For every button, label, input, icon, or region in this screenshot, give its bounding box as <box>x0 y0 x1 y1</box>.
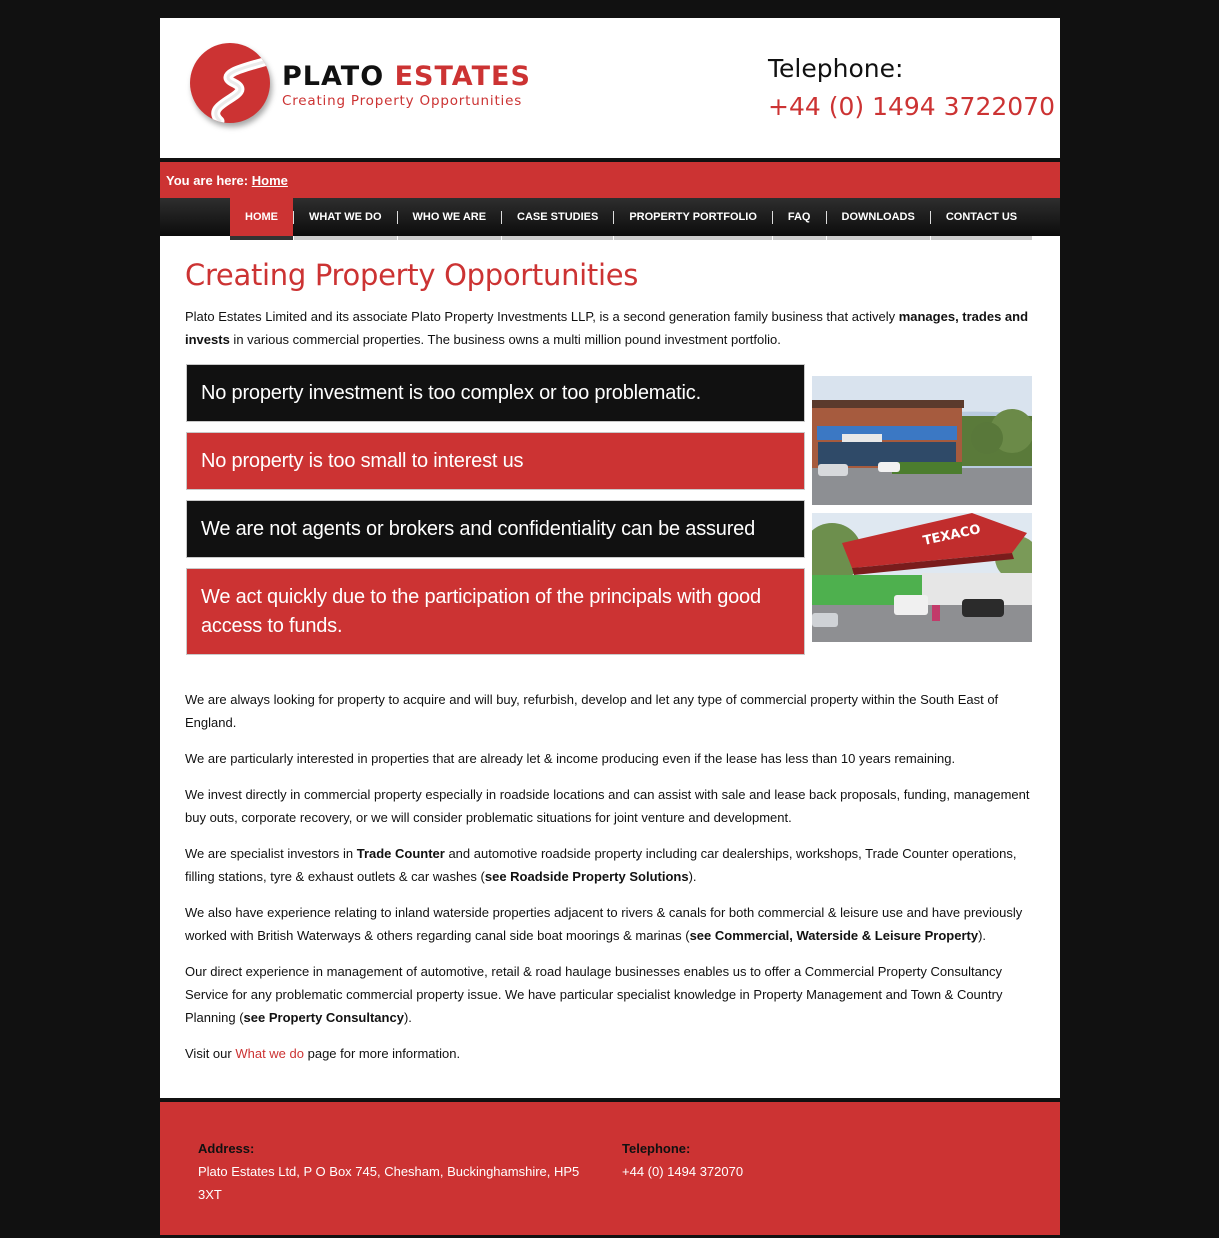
header-telephone-number: +44 (0) 1494 3722070 <box>768 92 1055 121</box>
nav-what-we-do[interactable]: WHAT WE DO <box>294 198 397 240</box>
p4-text-mid: and automotive roadside property including car dealerships, workshops, Trade Counter operations, filling stations, tyre & exhaust outlets & car washes ( <box>185 846 1017 884</box>
paragraph-visit <box>185 1042 1034 1065</box>
footer-address-label: Address: <box>198 1141 255 1156</box>
paragraph-waterside <box>185 901 1034 947</box>
intro-paragraph <box>185 305 1034 351</box>
p5-text-end: ). <box>978 928 987 943</box>
feature-banner-complex: No property investment is too complex or too problematic. <box>186 364 805 422</box>
p6-text: Our direct experience in management of automotive, retail & road haulage businesses enables us to offer a Commercial Property Consultancy Service for any problematic commercial property issue. We have particular specialist knowledge in Property Management and Town & Country Planning ( <box>185 964 1003 1025</box>
logo-tagline: Creating Property Opportunities <box>282 93 523 109</box>
logo-name <box>282 61 531 92</box>
nav-who-we-are[interactable]: WHO WE ARE <box>398 198 502 240</box>
what-we-do-link[interactable]: What we do <box>235 1046 304 1061</box>
logo-word-estates: ESTATES <box>394 61 531 92</box>
property-photos <box>812 376 1032 650</box>
p5-text: We also have experience relating to inland waterside properties adjacent to rivers & canals for both commercial & leisure use and have previously worked with British Waterways & others regarding canal side boat moorings & marinas ( <box>185 905 1023 943</box>
nav-home[interactable]: HOME <box>230 198 293 240</box>
feature-banner-quick: We act quickly due to the participation of the principals with good access to funds. <box>186 568 805 655</box>
nav-property-portfolio[interactable]: PROPERTY PORTFOLIO <box>614 198 772 240</box>
footer-telephone <box>622 1137 743 1183</box>
nav-case-studies[interactable]: CASE STUDIES <box>502 198 613 240</box>
photo-sign-text: TEXACO <box>921 522 982 549</box>
p7-text-end: page for more information. <box>304 1046 461 1061</box>
intro-text-end: in various commercial properties. The business owns a multi million pound investment portfolio. <box>229 332 781 347</box>
logo[interactable] <box>190 43 560 133</box>
p4-text: We are specialist investors in <box>185 846 357 861</box>
footer-telephone-number: +44 (0) 1494 372070 <box>622 1164 744 1179</box>
page-container <box>160 18 1060 1235</box>
footer-address <box>198 1137 588 1206</box>
feature-banner-confidential: We are not agents or brokers and confidentiality can be assured <box>186 500 805 558</box>
logo-word-plato: PLATO <box>282 61 385 92</box>
intro-bold-text: manages, trades and invests <box>185 309 1029 347</box>
footer-telephone-label: Telephone: <box>622 1141 691 1156</box>
p6-text-end: ). <box>403 1010 412 1025</box>
footer-address-text: Plato Estates Ltd, P O Box 745, Chesham, Buckinghamshire, HP5 3XT <box>198 1164 580 1202</box>
intro-text: Plato Estates Limited and its associate Plato Property Investments LLP, is a second generation family business that actively <box>185 309 899 324</box>
breadcrumb <box>160 162 1060 198</box>
paragraph-trade-counter <box>185 842 1034 888</box>
breadcrumb-home-link[interactable]: Home <box>251 173 288 188</box>
nav-contact-us[interactable]: CONTACT US <box>931 198 1032 240</box>
logo-swoosh-icon <box>190 43 270 123</box>
paragraph-consultancy <box>185 960 1034 1029</box>
feature-banner-small: No property is too small to interest us <box>186 432 805 490</box>
p6-bold-consultancy: see Property Consultancy <box>243 1010 404 1025</box>
header-telephone-label: Telephone: <box>768 54 904 83</box>
p4-bold-trade-counter: Trade Counter <box>356 846 445 861</box>
site-header <box>160 18 1060 158</box>
p7-text: Visit our <box>185 1046 236 1061</box>
page-title: Creating Property Opportunities <box>185 258 639 292</box>
feature-banners <box>186 364 805 665</box>
photo-petrol-station <box>812 513 1032 642</box>
feature-area <box>185 364 1034 674</box>
photo-trade-counter <box>812 376 1032 505</box>
body-text <box>185 688 1034 1065</box>
nav-downloads[interactable]: DOWNLOADS <box>827 198 930 240</box>
p4-bold-roadside: see Roadside Property Solutions <box>484 869 689 884</box>
nav-faq[interactable]: FAQ <box>773 198 826 240</box>
main-nav <box>160 198 1060 236</box>
p4-text-end: ). <box>688 869 697 884</box>
breadcrumb-label: You are here: <box>166 173 249 188</box>
p5-bold-waterside: see Commercial, Waterside & Leisure Property <box>689 928 979 943</box>
paragraph-income: We are particularly interested in properties that are already let & income producing even if the lease has less than 10 years remaining. <box>185 751 956 766</box>
paragraph-invest: We invest directly in commercial property especially in roadside locations and can assist with sale and lease back proposals, funding, management buy outs, corporate recovery, or we will consider problematic situations for joint venture and development. <box>185 787 1030 825</box>
paragraph-acquire: We are always looking for property to acquire and will buy, refurbish, develop and let any type of commercial property within the South East of England. <box>185 692 999 730</box>
main-content <box>160 236 1060 1098</box>
site-footer <box>160 1102 1060 1235</box>
